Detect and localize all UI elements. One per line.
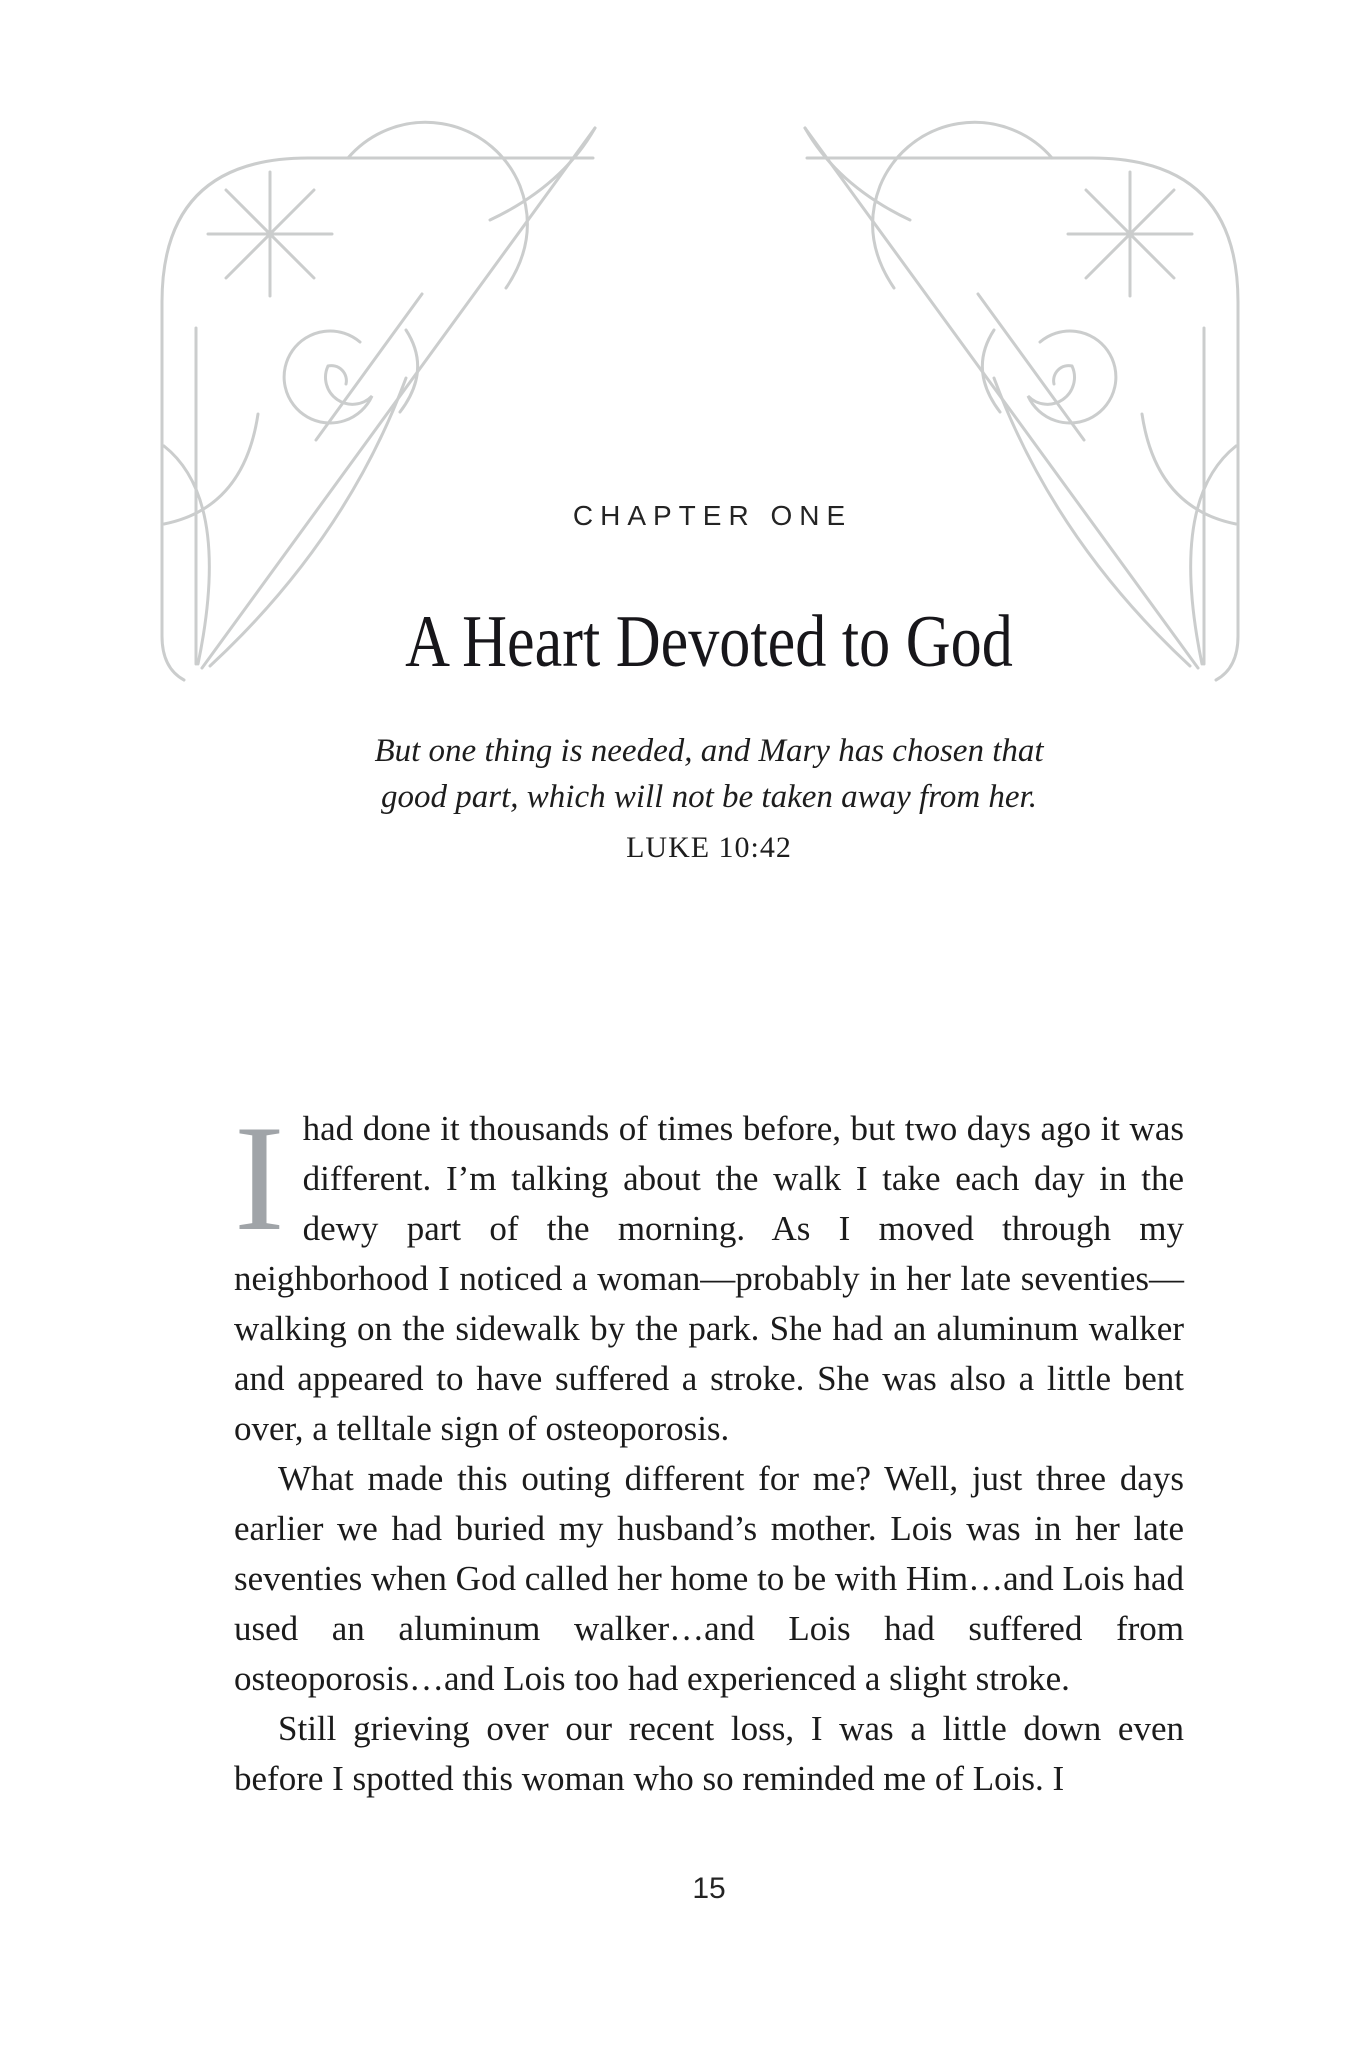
epigraph-line-2: good part, which will not be taken away from her. (381, 779, 1037, 815)
paragraph-2: What made this outing different for me? Well, just three days earlier we had buried my husband’s mother. Lois was in her late seventies when God called her home to be with Him…and Lois had used an aluminum walker…and Lois had suffered from osteoporosis…and Lois too had experienced a slight stroke. (234, 1459, 1184, 1698)
paragraph-1 (234, 1094, 1184, 1454)
paragraph-3: Still grieving over our recent loss, I was a little down even before I spotted this woman who so reminded me of Lois. I (234, 1709, 1184, 1798)
epigraph (234, 728, 1184, 866)
chapter-kicker: CHAPTER ONE (572, 500, 853, 531)
drop-cap: I (234, 1094, 285, 1262)
epigraph-reference: LUKE 10:42 (626, 831, 792, 864)
chapter-title: A Heart Devoted to God (405, 601, 1013, 683)
body-text (234, 1094, 1184, 1804)
page-number: 15 (692, 1872, 726, 1905)
paragraph-1-text: had done it thousands of times before, but two days ago it was different. I’m talking about the walk I take each day in the dewy part of the morning. As I moved through my neighborhood I noticed a woman—probably in her late seventies—walking on the sidewalk by the park. She had an aluminum walker and appeared to have suffered a stroke. She was also a little bent over, a telltale sign of osteoporosis. (234, 1109, 1184, 1448)
epigraph-line-1: But one thing is needed, and Mary has chosen that (374, 733, 1044, 769)
